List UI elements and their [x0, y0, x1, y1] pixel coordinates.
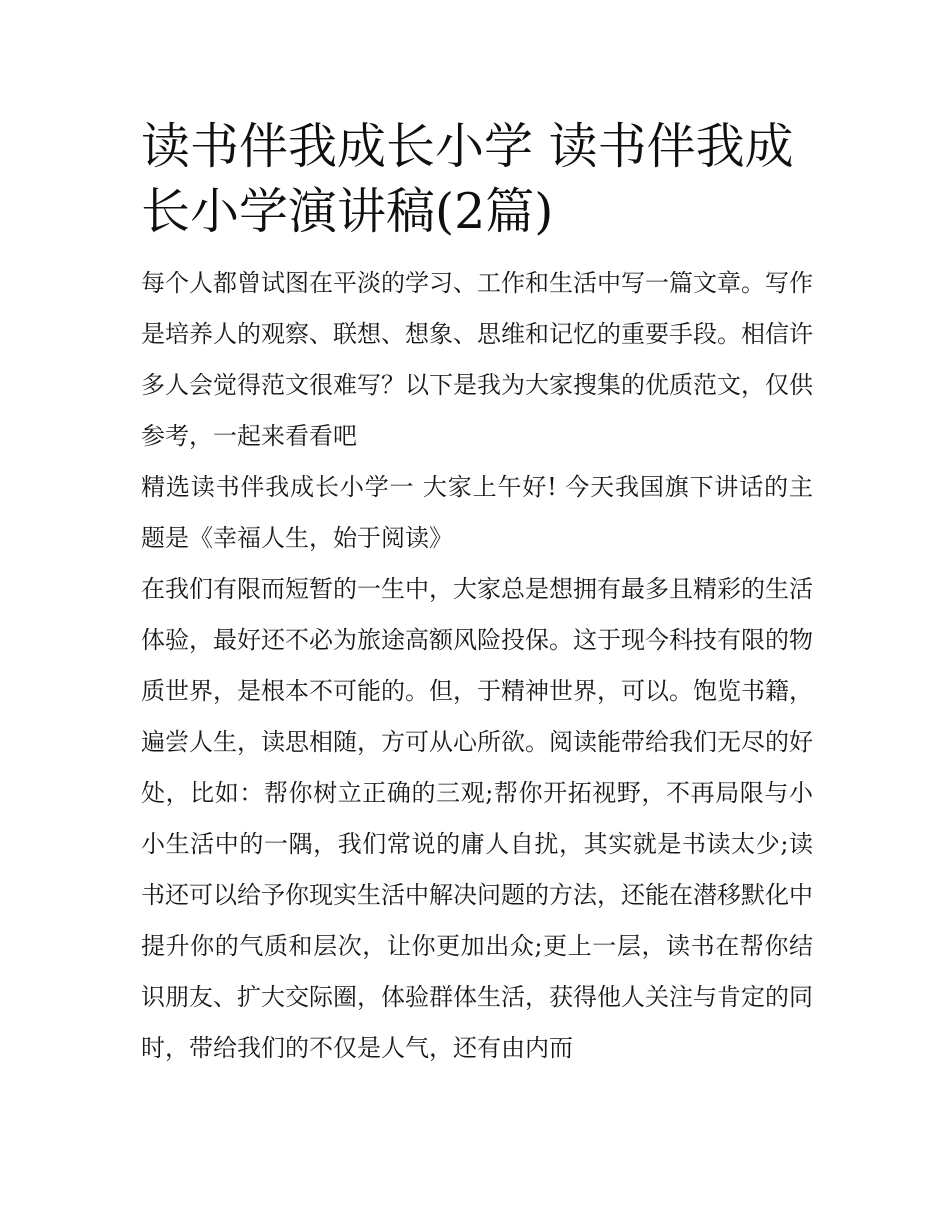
document-title: 读书伴我成长小学 读书伴我成长小学演讲稿(2篇)	[141, 118, 794, 240]
paragraph-speech-body: 在我们有限而短暂的一生中，大家总是想拥有最多且精彩的生活体验，最好还不必为旅途高额风险投保。这于现今科技有限的物质世界，是根本不可能的。但，于精神世界，可以。饱览书籍，遍尝人生，读思相随，方可从心所欲。阅读能带给我们无尽的好处，比如：帮你树立正确的三观;帮你开拓视野，不再局限与小小生活中的一隅，我们常说的庸人自扰，其实就是书读太少;读书还可以给予你现实生活中解决问题的方法，还能在潜移默化中提升你的气质和层次，让你更加出众;更上一层，读书在帮你结识朋友、扩大交际圈，体验群体生活，获得他人关注与肯定的同时，带给我们的不仅是人气，还有由内而	[141, 575, 813, 1062]
paragraph-speech-opening: 精选读书伴我成长小学一 大家上午好! 今天我国旗下讲话的主题是《幸福人生，始于阅读》	[141, 473, 813, 552]
document-body	[141, 114, 813, 1074]
paragraph-intro: 每个人都曾试图在平淡的学习、工作和生活中写一篇文章。写作是培养人的观察、联想、想象、思维和记忆的重要手段。相信许多人会觉得范文很难写？以下是我为大家搜集的优质范文，仅供参考，一起来看看吧	[141, 269, 813, 450]
